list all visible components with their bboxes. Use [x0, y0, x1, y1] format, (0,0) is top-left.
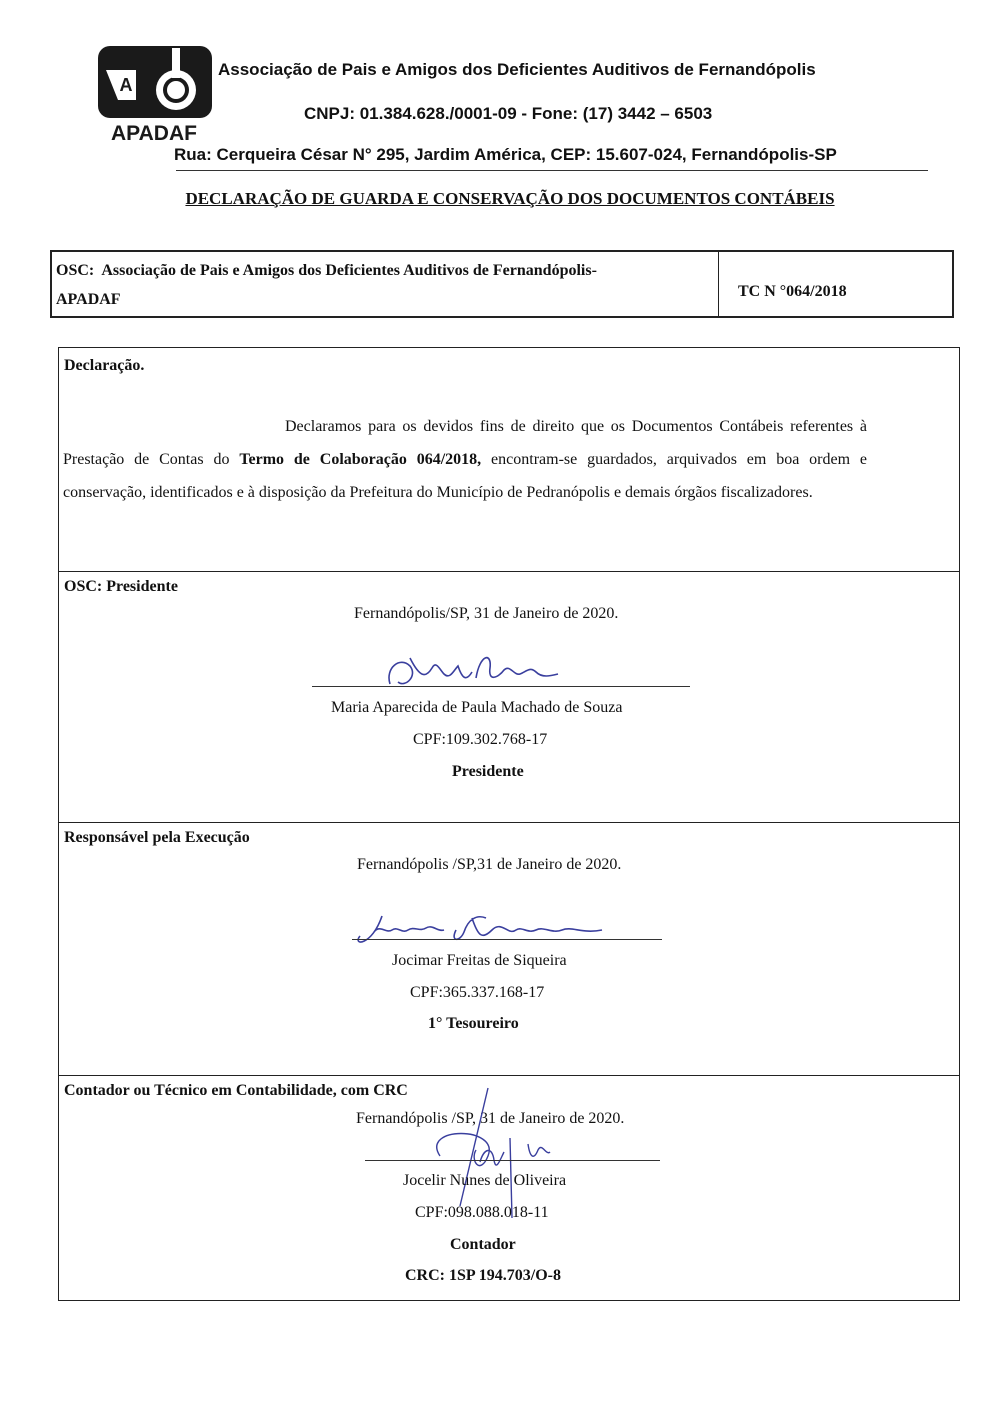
apadaf-logo: [96, 44, 214, 144]
place-date-accountant: Fernandópolis /SP, 31 de Janeiro de 2020.: [356, 1110, 625, 1127]
logo-mark: A: [119, 75, 133, 95]
osc-name: [56, 256, 706, 314]
section-heading-president: OSC: Presidente: [64, 578, 178, 595]
accountant-cpf: CPF:098.088.018-11: [415, 1204, 549, 1221]
accountant-role: Contador: [450, 1236, 516, 1253]
section-divider: [58, 571, 960, 572]
signature-line: [352, 939, 662, 940]
declaration-text: [63, 410, 867, 509]
tc-number: TC N °064/2018: [738, 283, 847, 300]
executor-cpf: CPF:365.337.168-17: [410, 984, 545, 1001]
declaration-text-part1: Declaramos para os devidos fins de direito que os Documentos Contábeis referentes à Prestação de Contas do: [63, 418, 867, 468]
accountant-crc: CRC: 1SP 194.703/O-8: [405, 1267, 561, 1284]
place-date-president: Fernandópolis/SP, 31 de Janeiro de 2020.: [354, 605, 619, 622]
osc-label: OSC:: [56, 262, 95, 279]
header-divider: [176, 170, 928, 171]
president-role: Presidente: [452, 763, 524, 780]
term-reference: Termo de Colaboração 064/2018,: [239, 451, 482, 468]
section-divider: [58, 822, 960, 823]
signature-executor: [352, 906, 622, 950]
declaration-text-part2: encontram-se guardados, arquivados em boa ordem e conservação, identificados e à disposição da Prefeitura do Município de Pedranópolis e demais órgãos fiscalizadores.: [63, 451, 868, 501]
section-heading-executor: Responsável pela Execução: [64, 829, 250, 846]
president-name: Maria Aparecida de Paula Machado de Souza: [331, 699, 623, 716]
executor-role: 1° Tesoureiro: [428, 1015, 519, 1032]
declaration-heading: Declaração.: [64, 357, 145, 374]
cnpj-phone: CNPJ: 01.384.628./0001-09 - Fone: (17) 3442 – 6503: [304, 104, 713, 123]
document-title: DECLARAÇÃO DE GUARDA E CONSERVAÇÃO DOS DOCUMENTOS CONTÁBEIS: [185, 189, 835, 208]
executor-name: Jocimar Freitas de Siqueira: [392, 952, 567, 969]
address: Rua: Cerqueira César N° 295, Jardim América, CEP: 15.607-024, Fernandópolis-SP: [174, 145, 837, 164]
president-cpf: CPF:109.302.768-17: [413, 731, 548, 748]
place-date-executor: Fernandópolis /SP,31 de Janeiro de 2020.: [357, 856, 622, 873]
logo-text: APADAF: [111, 122, 197, 144]
signature-line: [312, 686, 690, 687]
osc-name-line1: Associação de Pais e Amigos dos Deficientes Auditivos de Fernandópolis-: [101, 262, 597, 279]
accountant-name: Jocelir Nunes de Oliveira: [403, 1172, 567, 1189]
osc-name-line2: APADAF: [56, 291, 121, 308]
signature-line: [365, 1160, 660, 1161]
section-divider: [58, 1075, 960, 1076]
organization-name: Associação de Pais e Amigos dos Deficientes Auditivos de Fernandópolis: [218, 60, 816, 79]
osc-box-divider: [718, 250, 719, 318]
section-heading-accountant: Contador ou Técnico em Contabilidade, com CRC: [64, 1082, 408, 1099]
signature-president: [380, 648, 570, 694]
